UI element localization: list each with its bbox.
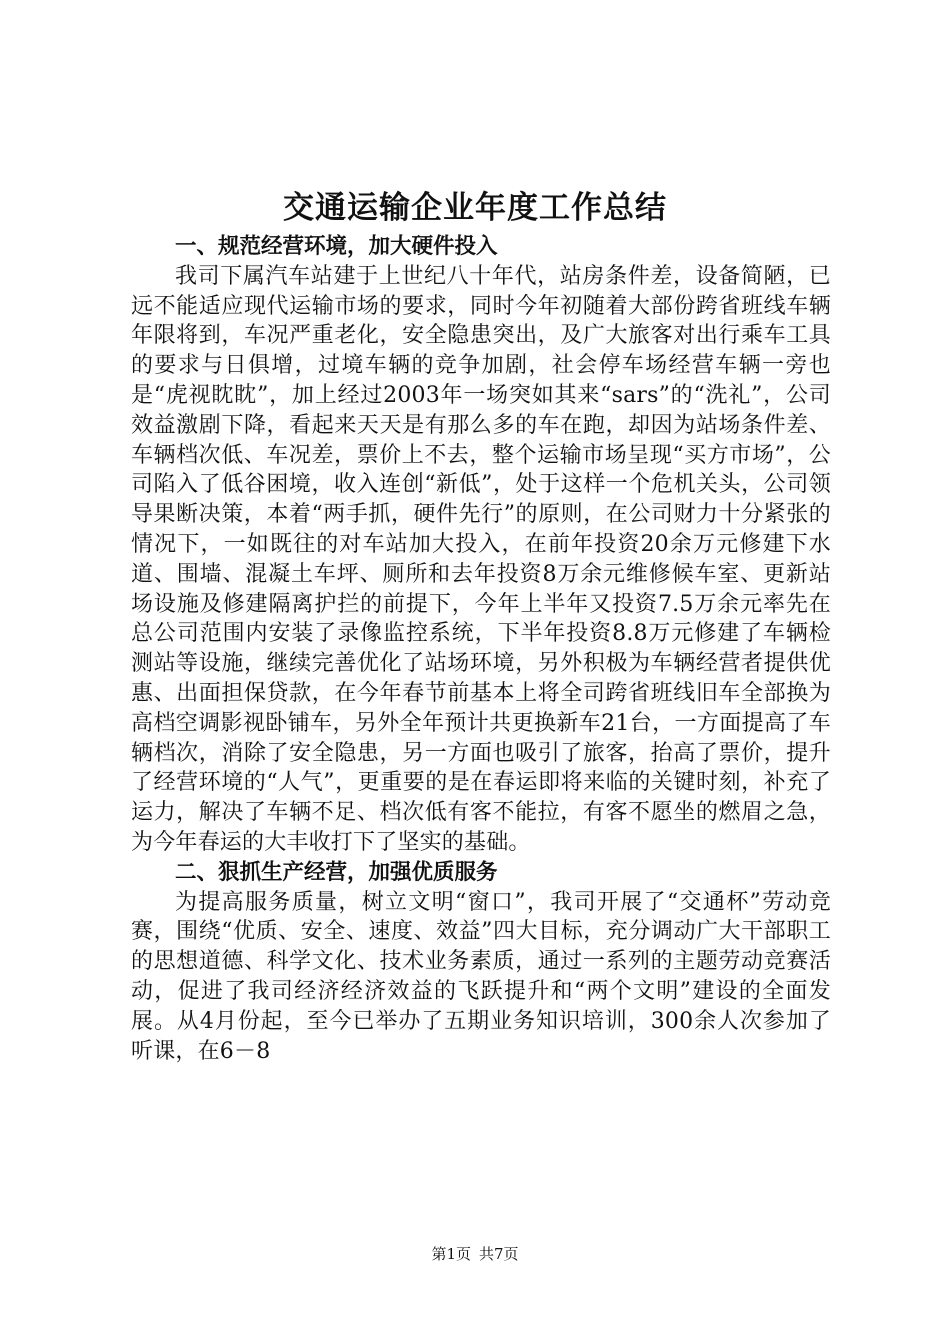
- section-paragraph-2: 为提高服务质量，树立文明“窗口”，我司开展了“交通杯”劳动竞赛，围绕“优质、安全、速度、效益”四大目标，充分调动广大干部职工的思想道德、科学文化、技术业务素质，通过一系列的主题劳动竞赛活动，促进了我司经济经济效益的飞跃提升和“两个文明”建设的全面发展。从4月份起，至今已举办了五期业务知识培训，300余人次参加了听课，在6－8: [131, 889, 831, 1064]
- section-heading-2: 二、狠抓生产经营，加强优质服务: [175, 859, 498, 885]
- page-number: 第1页: [431, 1245, 471, 1263]
- document-body: [131, 232, 831, 1066]
- section-heading-1: 一、规范经营环境，加大硬件投入: [175, 234, 498, 259]
- section-paragraph-1: 我司下属汽车站建于上世纪八十年代，站房条件差，设备简陋，已远不能适应现代运输市场的要求，同时今年初随着大部份跨省班线车辆年限将到，车况严重老化，安全隐患突出，及广大旅客对出行乘车工具的要求与日俱增，过境车辆的竞争加剧，社会停车场经营车辆一旁也是“虎视眈眈”，加上经过2003年一场突如其来“sars”的“洗礼”，公司效益激剧下降，看起来天天是有那么多的车在跑，却因为站场条件差、车辆档次低、车况差，票价上不去，整个运输市场呈现“买方市场”，公司陷入了低谷困境，收入连创“新低”，处于这样一个危机关头，公司领导果断决策，本着“两手抓，硬件先行”的原则，在公司财力十分紧张的情况下，一如既往的对车站加大投入，在前年投资20余万元修建下水道、围墙、混凝土车坪、厕所和去年投资8万余元维修候车室、更新站场设施及修建隔离护拦的前提下，今年上半年又投资7.5万余元率先在总公司范围内安装了录像监控系统，下半年投资8.8万元修建了车辆检测站等设施，继续完善优化了站场环境，另外积极为车辆经营者提供优惠、出面担保贷款，在今年春节前基本上将全司跨省班线旧车全部换为高档空调影视卧铺车，另外全年预计共更换新车21台，一方面提高了车辆档次，消除了安全隐患，另一方面也吸引了旅客，抬高了票价，提升了经营环境的“人气”，更重要的是在春运即将来临的关键时刻，补充了运力，解决了车辆不足、档次低有客不能拉，有客不愿坐的燃眉之急，为今年春运的大丰收打下了坚实的基础。: [131, 263, 831, 855]
- page-footer: [0, 1244, 950, 1264]
- document-title: 交通运输企业年度工作总结: [283, 190, 667, 226]
- page-total: 共7页: [479, 1245, 519, 1263]
